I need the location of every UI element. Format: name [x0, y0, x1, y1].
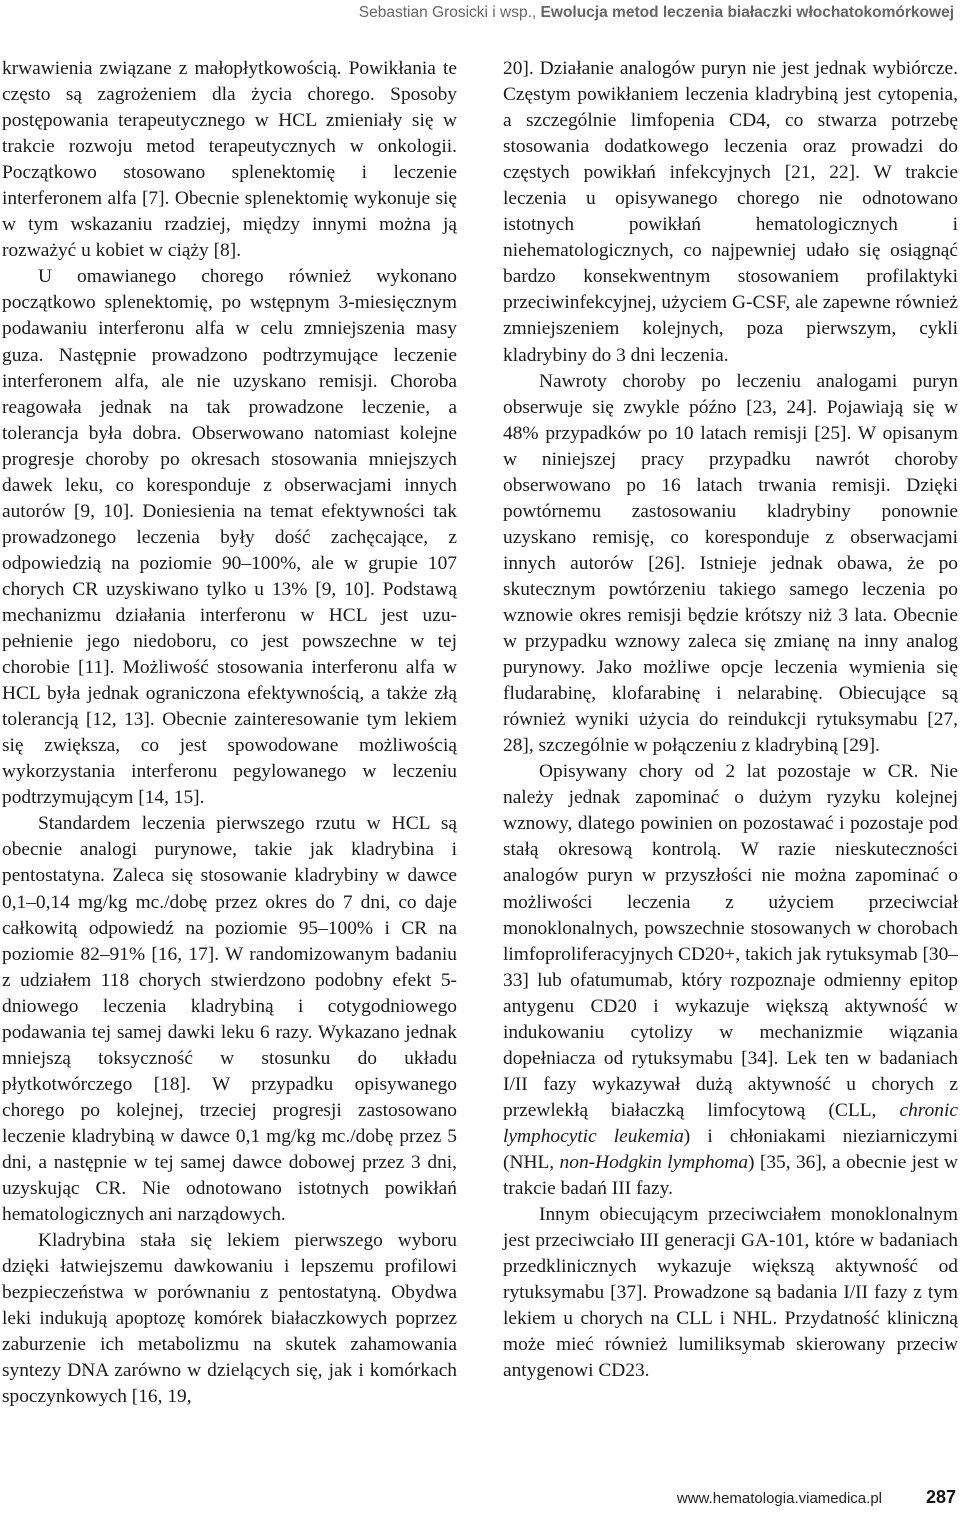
paragraph-text: Kladrybina stała się lekiem pierwszego wyboru dzięki łatwiejszemu dawkowaniu i lepszemu profilowi bezpieczeństwa w porównaniu z pentostatyną. Obydwa leki indukują apoptozę komórek białaczkowych poprzez zaburzenie ich metabolizmu na skutek zahamowania syntezy DNA zarówno w dzielących się, jak i komórkach spoczynkowych [16, 19, [2, 1230, 457, 1408]
header-article-title: Ewolucja metod leczenia białaczki włochatokomórkowej [540, 4, 954, 21]
journal-url[interactable]: www.hematologia.viamedica.pl [676, 1490, 882, 1507]
page-number: 287 [925, 1487, 956, 1507]
paragraph [2, 811, 457, 1228]
paragraph [503, 1202, 958, 1384]
paragraph [503, 56, 958, 369]
right-text-column [503, 56, 958, 1384]
italic-term: chronic lymphocytic leukemia [503, 1099, 958, 1147]
paragraph [503, 759, 958, 1202]
paragraph-text: ) i chłoniakami nieziarniczymi (NHL, [503, 1125, 958, 1173]
paragraph [2, 56, 457, 264]
header-authors: Sebastian Grosicki i wsp. [358, 4, 532, 21]
italic-term: non-Hodgkin lymphoma [559, 1151, 749, 1173]
paragraph [2, 264, 457, 811]
running-header [359, 4, 954, 22]
paragraph [2, 1228, 457, 1410]
paragraph-text: ) [35, 36], a obecnie jest w trakcie badań III fazy. [503, 1151, 958, 1200]
paragraph [503, 369, 958, 760]
header-separator: , [531, 4, 537, 21]
paragraph-text: Standardem leczenia pierwszego rzutu w HCL są obecnie analogi purynowe, takie jak kladrybina i pentostatyna. Zaleca się stosowanie kladrybiny w dawce 0,1–0,14 mg/kg mc./dobę przez okres do 7 dni, co daje całkowitą odpowiedź na poziomie 95–100% i CR na poziomie 82–91% [16, 17]. W randomizowanym badaniu z udziałem 118 chorych stwierdzono podobny efekt 5-dniowego leczenia kladrybiną i cotygodniowego podawania tej samej dawki leku 6 razy. Wykazano jednak mniejszą toksyczność w stosunku do układu płytkotwórczego [18]. W przypadku opisywanego chorego po kolejnej, trzeciej progresji zastosowano leczenie kladrybiną w dawce 0,1 mg/kg mc./dobę przez 5 dni, a następnie w tej samej dawce dobowej przez 3 dni, uzyskując CR. Nie odnotowano istotnych powikłań hematologicznych ani narządowych. [2, 813, 457, 1226]
paragraph-text: 20]. Działanie analogów puryn nie jest jednak wybiórcze. Częstym powikłaniem leczenia kladrybiną jest cytopenia, a szczególnie limfopenia CD4, co stwarza potrzebę stosowania dodatkowego leczenia oraz prowadzi do częstych powikłań infekcyjnych [21, 22]. W trakcie leczenia u opisywanego chorego nie odnotowano istotnych powikłań hematologicznych i niehematologicznych, co najpewniej udało się osiągnąć bardzo konsekwentnym stosowaniem profilaktyki przeciwinfekcyjnej, użyciem G-CSF, ale zapewne również zmniejszeniem kolejnych, poza pierwszym, cykli kladrybiny do 3 dni leczenia. [503, 58, 958, 366]
paragraph-text: Opisywany chory od 2 lat pozostaje w CR. Nie należy jednak zapominać o dużym ryzyku kolejnej wznowy, dlatego powinien on pozostawać i pozostaje pod stałą okresową kontrolą. W razie nieskuteczności analogów puryn w przyszłości nie można zapominać o możliwości leczenia z użyciem przeciwciał monoklonalnych, powszechnie stosowanych w chorobach limfoproliferacyjnych CD20+, takich jak rytuksymab [30–33] lub ofatumumab, który rozpoznaje odmienny epitop antygenu CD20 i wykazuje większą aktywność w indukowaniu cytolizy w mechanizmie wiązania dopełniacza od rytuksymabu [34]. Lek ten w badaniach I/II fazy wykazywał dużą aktywność u chorych z przewlekłą białaczką limfocytową (CLL, [503, 761, 958, 1121]
left-text-column [2, 56, 457, 1410]
paragraph-text: krwawienia związane z małopłytkowością. Powikłania te często są zagrożeniem dla życia chorego. Sposoby postępowania terapeutycznego w HCL zmieniały się w trakcie rozwoju metod terapeutycznych w onkologii. Początkowo stosowano splenektomię i leczenie interferonem alfa [7]. Obecnie splenektomię wykonuje się w tym wskazaniu rzadziej, między innymi można ją rozważyć u kobiet w ciąży [8]. [2, 58, 457, 262]
paragraph-text: Innym obiecującym przeciwciałem monoklonalnym jest przeciwciało III generacji GA-101, które w badaniach przedklinicznych wykazuje większą aktywność od rytuksymabu [37]. Prowadzone są badania I/II fazy z tym lekiem u chorych na CLL i NHL. Przydatność kliniczną może mieć również lumiliksymab skierowany przeciw antygenowi CD23. [503, 1204, 958, 1382]
paragraph-text: Nawroty choroby po leczeniu analogami puryn obserwuje się zwykle późno [23, 24]. Pojawiają się w 48% przypadków po 10 latach remisji [25]. W opisanym w niniejszej pracy przypadku nawrót choroby obserwowano po 16 latach trwania remisji. Dzięki powtórnemu zastosowaniu kladrybiny ponownie uzyskano remisję, co koresponduje z obserwacjami innych autorów [26]. Istnieje jednak obawa, że po skutecznym powtórzeniu takiego samego leczenia po wznowie okres remisji będzie krótszy niż 3 lata. Obecnie w przypadku wznowy zaleca się zmianę na inny analog purynowy. Jako możliwe opcje leczenia wymienia się fludarabinę, klofarabinę i nelarabinę. Obiecujące są również wyniki użycia do reindukcji rytuksymabu [27, 28], szczególnie w połączeniu z kladrybiną [29]. [503, 370, 958, 757]
paragraph-text: U omawianego chorego również wykonano początkowo splenektomię, po wstępnym 3-miesięcznym podawaniu interferonu alfa w celu zmniejszenia masy guza. Następnie prowadzono podtrzymujące leczenie interferonem alfa, ale nie uzyskano remisji. Choroba reagowała jednak na tak prowadzone leczenie, a tolerancja była dobra. Obserwowano natomiast kolejne progresje choroby po okresach stosowania mniejszych dawek leku, co koresponduje z obserwacjami innych autorów [9, 10]. Doniesienia na temat efektywności tak prowadzonego leczenia były dość zachęcające, z odpowiedzią na poziomie 90–100%, ale w grupie 107 chorych CR uzyskiwano tylko u 13% [9, 10]. Podstawą mechanizmu działania interferonu w HCL jest uzupełnienie jego niedoboru, co jest powszechne w tej chorobie [11]. Możliwość stosowania interferonu alfa w HCL była jednak ograniczona efektywnością, a także złą tolerancją [12, 13]. Obecnie zainteresowanie tym lekiem się zwiększa, co jest spowodowane możliwością wykorzystania interferonu pegylowanego w leczeniu podtrzymującym [14, 15]. [2, 266, 457, 809]
